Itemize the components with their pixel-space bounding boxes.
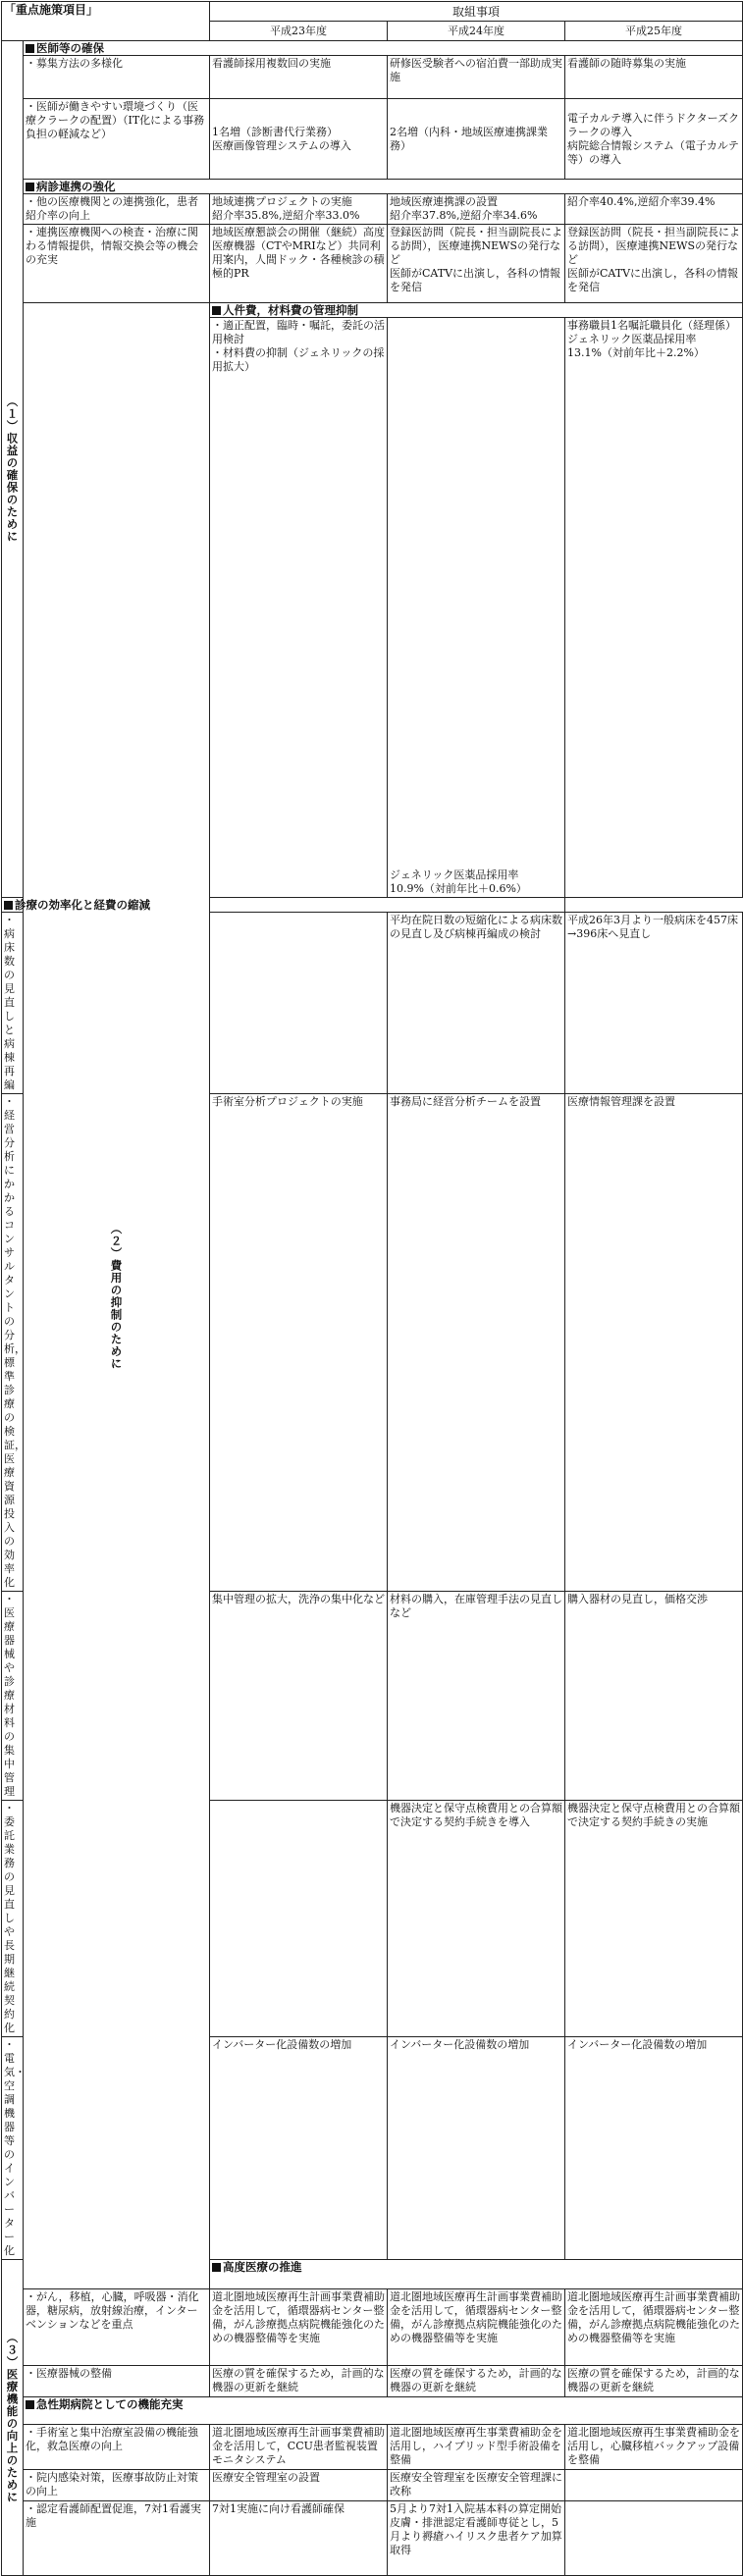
fy25-cell: 医療情報管理課を設置 bbox=[565, 1094, 743, 1592]
square-bullet-icon bbox=[212, 2263, 221, 2272]
fy25-cell bbox=[565, 2470, 743, 2501]
fy25-cell bbox=[565, 2501, 743, 2576]
fy24-cell: 事務局に経営分析チームを設置 bbox=[388, 1094, 565, 1592]
initiatives-header: 取組事項 bbox=[210, 2, 743, 22]
fy25-cell: 看護師の随時募集の実施 bbox=[565, 56, 743, 99]
fy23-cell: 医療安全管理室の設置 bbox=[210, 2470, 388, 2501]
fy25-cell: 紹介率40.4%,逆紹介率39.4% bbox=[565, 194, 743, 225]
fy23-cell: 7対1実施に向け看護師確保 bbox=[210, 2501, 388, 2576]
square-bullet-icon bbox=[4, 901, 13, 910]
group-subtitle: 診療の効率化と経費の縮減 bbox=[2, 898, 565, 913]
group-subtitle: 高度医療の推進 bbox=[210, 2260, 743, 2289]
group-subtitle: 医師等の確保 bbox=[24, 41, 743, 56]
section-title: （３）医療機能の向上のために bbox=[2, 2260, 24, 2576]
fy25-cell: 機器決定と保守点検費用との合算額で決定する契約手続きの実施 bbox=[565, 1801, 743, 2037]
measure-item: ・手術室と集中治療室設備の機能強化，救急医療の向上 bbox=[24, 2425, 210, 2470]
fy23-cell: 手術室分析プロジェクトの実施 bbox=[210, 1094, 388, 1592]
measure-item: ・医療器械や診療材料の集中管理 bbox=[2, 1592, 24, 1801]
fy25-cell: 登録医訪問（院長・担当副院長による訪問），医療連携NEWSの発行など 医師がCATVに出演し，各科の情報を発信 bbox=[565, 225, 743, 303]
fy23-cell: 道北圏地域医療再生計画事業費補助金を活用して，CCU患者監視装置モニタシステム bbox=[210, 2425, 388, 2470]
fy24-cell: 2名増（内科・地域医療連携課業務） bbox=[388, 99, 565, 180]
measure-item: ・電気・空調機器等のインバーター化 bbox=[2, 2037, 24, 2260]
fy24-cell: 事務職員1名嘱託職員化（経理係） ジェネリック医薬品採用率 13.1%（対前年比＋2.2%） bbox=[565, 318, 743, 898]
fy24-cell: 研修医受験者への宿泊費一部助成実施 bbox=[388, 56, 565, 99]
key-measures-header: 「重点施策項目」 bbox=[2, 2, 210, 41]
fy23-cell: 地域連携プロジェクトの実施 紹介率35.8%,逆紹介率33.0% bbox=[210, 194, 388, 225]
year-header: 平成25年度 bbox=[565, 22, 743, 41]
measure-item: ・医師が働きやすい環境づくり（医療クラークの配置）（IT化による事務負担の軽減など） bbox=[24, 99, 210, 180]
year-header: 平成24年度 bbox=[388, 22, 565, 41]
fy23-cell: 地域医療懇談会の開催（継続）高度医療機器（CTやMRIなど）共同利用案内，人間ドック・各種検診の積極的PR bbox=[210, 225, 388, 303]
fy25-cell: インバーター化設備数の増加 bbox=[565, 2037, 743, 2260]
fy24-cell: インバーター化設備数の増加 bbox=[388, 2037, 565, 2260]
fy23-cell: 看護師採用複数回の実施 bbox=[210, 56, 388, 99]
fy23-cell bbox=[210, 1801, 388, 2037]
measure-item: ・他の医療機関との連携強化，患者紹介率の向上 bbox=[24, 194, 210, 225]
square-bullet-icon bbox=[212, 306, 221, 315]
measure-item: ・認定看護師配置促進，7対1看護実施 bbox=[24, 2501, 210, 2576]
fy24-cell: 医療の質を確保するため，計画的な機器の更新を継続 bbox=[388, 2366, 565, 2397]
section-title: （１）収益の確保のために bbox=[2, 41, 24, 898]
fy24-cell: 平均在院日数の短縮化による病床数の見直し及び病棟再編成の検討 bbox=[388, 913, 565, 1094]
fy25-cell: 医療の質を確保するため，計画的な機器の更新を継続 bbox=[565, 2366, 743, 2397]
fy24-cell: 医療安全管理室を医療安全管理課に改称 bbox=[388, 2470, 565, 2501]
square-bullet-icon bbox=[26, 44, 34, 53]
fy25-cell: 購入器材の見直し，価格交渉 bbox=[565, 1592, 743, 1801]
year-header: 平成23年度 bbox=[210, 22, 388, 41]
measure-item: ・医療器械の整備 bbox=[24, 2366, 210, 2397]
priority-measures-table bbox=[1, 1, 743, 2576]
measure-item: ・連携医療機関への検査・治療に関わる情報提供，情報交換会等の機会の充実 bbox=[24, 225, 210, 303]
measure-item: ・募集方法の多様化 bbox=[24, 56, 210, 99]
fy23-cell bbox=[210, 913, 388, 1094]
fy24-cell: 5月より7対1入院基本料の算定開始 皮膚・排泄認定看護師専従とし，5月より褥瘡ハイリスク患者ケア加算取得 bbox=[388, 2501, 565, 2576]
square-bullet-icon bbox=[26, 183, 34, 191]
fy25-cell: 道北圏地域医療再生計画事業費補助金を活用して，循環器病センター整備，がん診療拠点病院機能強化のための機器整備等を実施 bbox=[565, 2289, 743, 2366]
fy23-cell: インバーター化設備数の増加 bbox=[210, 2037, 388, 2260]
fy24-cell: 機器決定と保守点検費用との合算額で決定する契約手続きを導入 bbox=[388, 1801, 565, 2037]
group-subtitle: 急性期病院としての機能充実 bbox=[24, 2397, 743, 2425]
group-subtitle: 病診連携の強化 bbox=[24, 180, 743, 194]
fy24-cell: 道北圏地域医療再生事業費補助金を活用し，ハイブリッド型手術設備を整備 bbox=[388, 2425, 565, 2470]
section-title: （２）費用の抑制のために bbox=[24, 303, 210, 2289]
fy23-cell: 1名増（診断書代行業務） 医療画像管理システムの導入 bbox=[210, 99, 388, 180]
fy23-cell: 道北圏地域医療再生計画事業費補助金を活用して，循環器病センター整備，がん診療拠点病院機能強化のための機器整備等を実施 bbox=[210, 2289, 388, 2366]
fy25-cell: 平成26年3月より一般病床を457床→396床へ見直し bbox=[565, 913, 743, 1094]
measure-item: ・経営分析にかかるコンサルタントの分析，標準診療の検証，医療資源投入の効率化 bbox=[2, 1094, 24, 1592]
fy24-cell: 登録医訪問（院長・担当副院長による訪問），医療連携NEWSの発行など 医師がCATVに出演し，各科の情報を発信 bbox=[388, 225, 565, 303]
square-bullet-icon bbox=[26, 2400, 34, 2409]
measure-item: ・病床数の見直しと病棟再編 bbox=[2, 913, 24, 1094]
measure-item: ・がん，移植，心臓，呼吸器・消化器，糖尿病，放射線治療，インターベンションなどを重点 bbox=[24, 2289, 210, 2366]
group-subtitle: 人件費，材料費の管理抑制 bbox=[210, 303, 743, 318]
fy23-cell: 医療の質を確保するため，計画的な機器の更新を継続 bbox=[210, 2366, 388, 2397]
measure-item: ・院内感染対策，医療事故防止対策の向上 bbox=[24, 2470, 210, 2501]
fy23-cell: 集中管理の拡大，洗浄の集中化など bbox=[210, 1592, 388, 1801]
fy25-cell: 道北圏地域医療再生事業費補助金を活用し，心臓移植バックアップ設備を整備 bbox=[565, 2425, 743, 2470]
measure-item: ・適正配置，臨時・嘱託，委託の活用検討 ・材料費の抑制（ジェネリックの採用拡大） bbox=[210, 318, 388, 898]
fy24-cell: 道北圏地域医療再生計画事業費補助金を活用して，循環器病センター整備，がん診療拠点病院機能強化のための機器整備等を実施 bbox=[388, 2289, 565, 2366]
fy24-cell: 材料の購入，在庫管理手法の見直しなど bbox=[388, 1592, 565, 1801]
measure-item: ・委託業務の見直しや長期継続契約化 bbox=[2, 1801, 24, 2037]
fy24-cell: 地域医療連携課の設置 紹介率37.8%,逆紹介率34.6% bbox=[388, 194, 565, 225]
fy25-cell: 電子カルテ導入に伴うドクターズクラークの導入 病院総合情報システム（電子カルテ等）の導入 bbox=[565, 99, 743, 180]
fy23-cell: ジェネリック医薬品採用率 10.9%（対前年比＋0.6%） bbox=[388, 318, 565, 898]
